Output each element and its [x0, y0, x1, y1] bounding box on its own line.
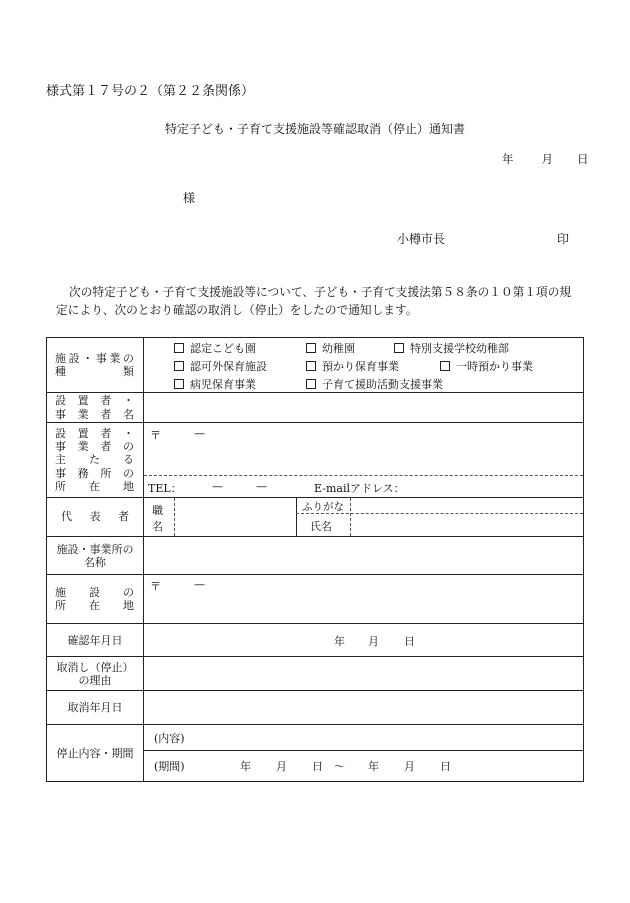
label-office-address: 設 置 者 ・ 事 業 者 の 主 た る 事 務 所 の 所 在 地: [47, 423, 144, 498]
checkbox-icon[interactable]: [306, 343, 316, 353]
furigana-label: ふりがな: [302, 501, 344, 513]
row-operator: [47, 393, 584, 423]
row-cancel-date: [47, 691, 584, 725]
facility-address-field[interactable]: [144, 575, 584, 624]
operator-name-field[interactable]: [144, 393, 584, 423]
row-facility-address: [47, 575, 584, 624]
label-cancel-date: 取消年月日: [47, 691, 144, 725]
label-reason: 取消し（停止） の理由: [47, 657, 144, 691]
content-input[interactable]: [204, 725, 583, 750]
suspension-field: [144, 725, 584, 782]
postal-dash: —: [194, 578, 205, 591]
period-from-year: 年: [240, 760, 251, 773]
position-input[interactable]: [175, 498, 295, 536]
reason-field[interactable]: [144, 657, 584, 691]
name-label: 氏名: [310, 520, 332, 533]
row-reason: [47, 657, 584, 691]
checkbox-icon[interactable]: [306, 361, 316, 371]
period-tilde: ～: [334, 760, 345, 773]
seal-mark: 印: [557, 232, 570, 246]
representative-field: 職 名 ふりがな 氏名: [144, 498, 584, 537]
document-title: 特定子ども・子育て支援施設等確認取消（停止）通知書: [164, 122, 465, 136]
period-to-year: 年: [368, 760, 379, 773]
postal-mark-icon: 〒: [150, 580, 161, 593]
tel-dash-2: —: [256, 480, 267, 493]
checkbox-icon[interactable]: [174, 379, 184, 389]
label-operator: 設 置 者 ・ 事 業 者 名: [47, 393, 144, 423]
label-facility-type: [47, 338, 144, 393]
addressee-suffix: 様: [183, 191, 196, 205]
facility-type-options: [144, 338, 584, 393]
period-from-month: 月: [276, 760, 287, 773]
checkbox-icon[interactable]: [174, 361, 184, 371]
name-divider: [296, 498, 297, 536]
intro-line-1: 次の特定子ども・子育て支援施設等について、子ども・子育て支援法第５８条の１０第１項の規: [69, 285, 572, 299]
notice-form-table: [46, 337, 584, 782]
label-confirmation-date: 確認年月日: [47, 624, 144, 657]
checkbox-youchien[interactable]: 幼稚園: [306, 340, 355, 356]
period-to-month: 月: [404, 760, 415, 773]
intro-line-2: 定により、次のとおり確認の取消し（停止）をしたので通知します。: [56, 303, 418, 317]
cancel-date-field[interactable]: [144, 691, 584, 725]
date-day: 日: [577, 152, 589, 166]
row-facility-type: [47, 338, 584, 393]
checkbox-icon[interactable]: [174, 343, 184, 353]
postal-dash: —: [194, 427, 205, 440]
name-input[interactable]: [351, 514, 583, 536]
row-confirmation-date: [47, 624, 584, 657]
confirmation-date-field[interactable]: [144, 624, 584, 657]
label-representative: 代 表 者: [47, 498, 144, 537]
date-month: 月: [541, 152, 553, 166]
position-label: 職: [152, 504, 163, 517]
checkbox-icon[interactable]: [306, 379, 316, 389]
email-label: E-mailアドレス：: [314, 482, 405, 495]
intro-text: [56, 283, 596, 319]
checkbox-byouji-hoiku[interactable]: 病児保育事業: [174, 376, 256, 392]
content-label: (内容): [154, 732, 185, 745]
label-facility-address: 施 設 の 所 在 地: [47, 575, 144, 624]
tel-label: TEL：: [148, 482, 182, 495]
period-to-day: 日: [440, 760, 451, 773]
row-office-address: [47, 423, 584, 498]
row-representative: [47, 498, 584, 537]
confirm-year: 年: [334, 635, 345, 648]
label-facility-name: 施設・事業所の 名称: [47, 537, 144, 575]
office-address-field[interactable]: [144, 423, 584, 498]
facility-name-field[interactable]: [144, 537, 584, 575]
checkbox-azukari-hoiku[interactable]: 預かり保育事業: [306, 358, 399, 374]
row-suspension: [47, 725, 584, 782]
notice-date: [502, 151, 589, 167]
tel-dash-1: —: [212, 480, 223, 493]
date-year: 年: [502, 152, 514, 166]
checkbox-icon[interactable]: [440, 361, 450, 371]
postal-mark-icon: 〒: [150, 429, 161, 442]
checkbox-tokubetsu-shien[interactable]: 特別支援学校幼稚部: [394, 340, 509, 356]
checkbox-ninkagai-hoiku[interactable]: 認可外保育施設: [174, 358, 267, 374]
label-suspension: 停止内容・期間: [47, 725, 144, 782]
label-line: 種 類: [55, 365, 134, 378]
label-line: 施 設 ・ 事 業 の: [55, 351, 134, 365]
confirm-day: 日: [404, 635, 415, 648]
period-from-day: 日: [312, 760, 323, 773]
issuer-name: 小樽市長: [397, 232, 446, 246]
confirm-month: 月: [368, 635, 379, 648]
period-label: (期間): [154, 760, 185, 773]
row-facility-name: [47, 537, 584, 575]
content-divider: [144, 750, 583, 751]
checkbox-kosodate-enjo[interactable]: 子育て援助活動支援事業: [306, 376, 443, 392]
address-divider: [144, 475, 583, 476]
checkbox-icon[interactable]: [394, 343, 404, 353]
form-number: 様式第１７号の２（第２２条関係）: [46, 84, 255, 99]
checkbox-ichiji-azukari[interactable]: 一時預かり事業: [440, 358, 533, 374]
checkbox-nintei-kodomoen[interactable]: 認定こども園: [174, 340, 256, 356]
